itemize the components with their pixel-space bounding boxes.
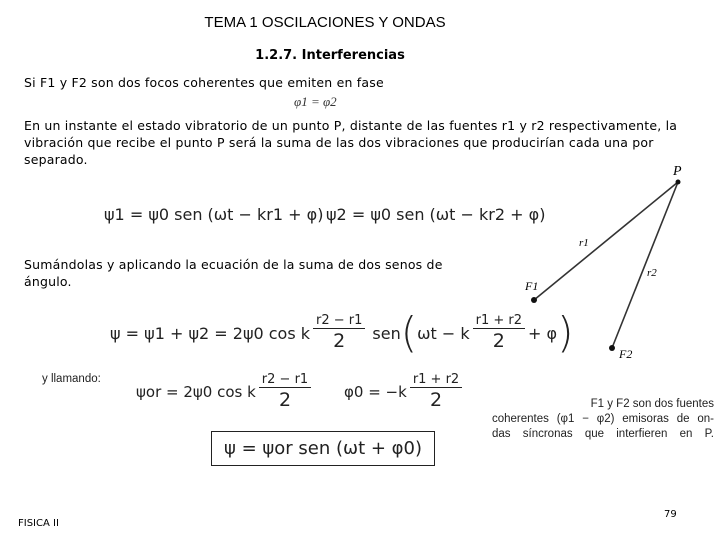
calling-label: y llamando: [42,373,101,385]
fraction-denominator: 2 [429,389,443,411]
phase-equality: φ1 = φ2 [294,94,337,109]
page-header: TEMA 1 OSCILACIONES Y ONDAS [204,14,446,31]
fraction-numerator: r2 − r1 [259,372,311,388]
label-F2: F2 [619,347,633,361]
fraction-denominator: 2 [278,389,292,411]
line-r1 [534,182,678,300]
equation-psi2: ψ2 = ψ0 sen (ωt − kr2 + φ) [326,205,546,224]
label-r1: r1 [579,237,589,249]
fraction-numerator: r2 − r1 [313,313,365,329]
equation-amplitude-lhs: ψor = 2ψ0 cos k [136,383,256,401]
point-F2 [609,345,615,351]
fraction-numerator: r1 + r2 [473,313,525,329]
label-P: P [673,164,682,179]
fraction-numerator: r1 + r2 [410,372,462,388]
page-number: 79 [664,509,677,520]
point-F1 [531,297,537,303]
caption-line-2: coherentes (φ1 − φ2) emisoras de on- [492,413,714,425]
intro-text: Si F1 y F2 son dos focos coherentes que emiten en fase [24,75,384,90]
equation-psi1: ψ1 = ψ0 sen (ωt − kr1 + φ) [104,205,324,224]
caption-line-3: das síncronas que interfieren en P. [492,428,714,440]
fraction-r2-minus-r1 [259,372,311,412]
left-paren: ( [400,308,418,357]
point-P [676,180,681,185]
diagram-caption [492,397,714,442]
equation-sum-lhs: ψ = ψ1 + ψ2 = 2ψ0 cos k [110,323,311,343]
section-title: 1.2.7. Interferencias [255,48,405,63]
right-paren: ) [557,308,574,357]
equation-sum [110,308,574,357]
caption-line-1: F1 y F2 son dos fuentes [590,398,714,410]
paragraph-superposition: En un instante el estado vibratorio de un punto P, distante de las fuentes r1 y r2 respectivamente, la vibración que recibe el punto P será la suma de las dos vibraciones que producirían cada una por separado. [24,118,678,167]
equation-sum-tail: + φ [528,323,558,343]
equation-final-boxed: ψ = ψor sen (ωt + φ0) [211,431,435,466]
equation-sum-inner: ωt − k [417,323,470,343]
sen-label: sen [372,323,401,343]
equation-amplitude [136,372,314,412]
equation-phase-lhs: φ0 = −k [344,383,407,401]
footer-course: FISICA II [18,518,59,529]
label-r2: r2 [647,267,657,279]
interference-diagram [515,160,715,365]
paragraph-sum: Sumándolas y aplicando la ecuación de la suma de dos senos de ángulo. [24,257,443,289]
label-F1: F1 [525,279,539,293]
equation-phase [344,372,465,412]
fraction-r2-minus-r1 [313,313,365,353]
fraction-r1-plus-r2 [410,372,462,412]
fraction-denominator: 2 [333,330,346,352]
fraction-denominator: 2 [492,330,505,352]
line-r2 [612,182,678,348]
